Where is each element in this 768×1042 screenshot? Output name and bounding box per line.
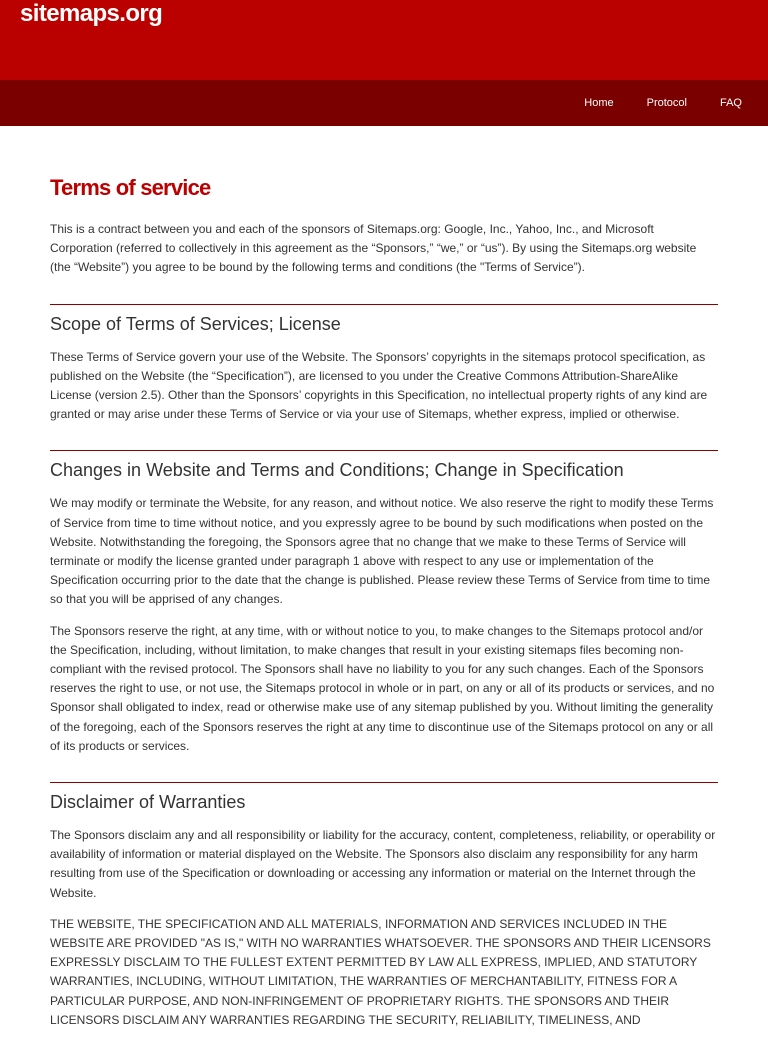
section-heading-scope: Scope of Terms of Services; License: [50, 313, 341, 334]
main-content: [50, 170, 718, 1042]
changes-paragraph-2: The Sponsors reserve the right, at any time, with or without notice to you, to make changes to the Sitemaps protocol and/or the Specification, including, without limitation, to make changes that result in your existing sitemaps files becoming non-compliant with the revised protocol. The Sponsors shall have no liability to you for any such changes. Each of the Sponsors reserves the right to use, or not use, the Sitemaps protocol in whole or in part, on any or all of its products or services, and no Sponsor shall obligated to index, read or otherwise make use of any sitemap published by you. Without limiting the generality of the foregoing, each of the Sponsors reserves the right at any time to discontinue use of the Sitemaps protocol on any or all of its products or services.: [50, 623, 715, 753]
section-divider: [50, 782, 718, 783]
disclaimer-paragraph-2: THE WEBSITE, THE SPECIFICATION AND ALL MATERIALS, INFORMATION AND SERVICES INCLUDED IN THE WEBSITE ARE PROVIDED "AS IS," WITH NO WARRANTIES WHATSOEVER. THE SPONSORS AND THEIR LICENSORS EXPRESSLY DISCLAIM TO THE FULLEST EXTENT PERMITTED BY LAW ALL EXPRESS, IMPLIED, AND STATUTORY WARRANTIES, INCLUDING, WITHOUT LIMITATION, THE WARRANTIES OF MERCHANTABILITY, FITNESS FOR A PARTICULAR PURPOSE, AND NON-INFRINGEMENT OF PROPRIETARY RIGHTS. THE SPONSORS AND THEIR LICENSORS DISCLAIM ANY WARRANTIES REGARDING THE SECURITY, RELIABILITY, TIMELINESS, AND: [50, 916, 711, 1027]
page-title: Terms of service: [50, 175, 211, 200]
nav-bar: [0, 80, 768, 126]
site-logo[interactable]: sitemaps.org: [20, 0, 163, 27]
section-divider: [50, 304, 718, 305]
section-heading-disclaimer: Disclaimer of Warranties: [50, 792, 246, 813]
disclaimer-paragraph-1: The Sponsors disclaim any and all responsibility or liability for the accuracy, content, completeness, reliability, or operability or availability of information or material displayed on the Website. The Sponsors also disclaim any responsibility for any harm resulting from use of the Specification or downloading or accessing any information or material on the Internet through the Website.: [50, 828, 716, 900]
main-nav: [584, 80, 742, 126]
nav-protocol-link[interactable]: Protocol: [646, 97, 687, 109]
changes-paragraph-1: We may modify or terminate the Website, for any reason, and without notice. We also reserve the right to modify these Terms of Service from time to time without notice, and you expressly agree to be bound by such modifications when posted on the Website. Notwithstanding the foregoing, the Sponsors agree that no change that we make to these Terms of Service will terminate or modify the license granted under paragraph 1 above with respect to any use or implementation of the Specification occurring prior to the date that the change is published. Please review these Terms of Service from time to time so that you will be apprised of any changes.: [50, 496, 714, 607]
intro-paragraph: This is a contract between you and each of the sponsors of Sitemaps.org: Google, Inc., Yahoo, Inc., and Microsoft Corporation (referred to collectively in this agreement as the “Sponsors,” “we,” or “us”). By using the Sitemaps.org website (the “Website”) you agree to be bound by the following terms and conditions (the "Terms of Service”).: [50, 222, 697, 275]
nav-home-link[interactable]: Home: [584, 97, 614, 109]
site-header: [0, 0, 768, 80]
scope-paragraph: These Terms of Service govern your use of the Website. The Sponsors’ copyrights in the sitemaps protocol specification, as published on the Website (the “Specification”), are licensed to you under the Creative Commons Attribution-ShareAlike License (version 2.5). Other than the Sponsors’ copyrights in this Specification, no intellectual property rights of any kind are granted or may arise under these Terms of Service or via your use of Sitemaps, whether express, implied or otherwise.: [50, 349, 708, 422]
nav-faq-link[interactable]: FAQ: [719, 97, 742, 109]
section-heading-changes: Changes in Website and Terms and Conditions; Change in Specification: [50, 460, 624, 481]
section-divider: [50, 450, 718, 451]
